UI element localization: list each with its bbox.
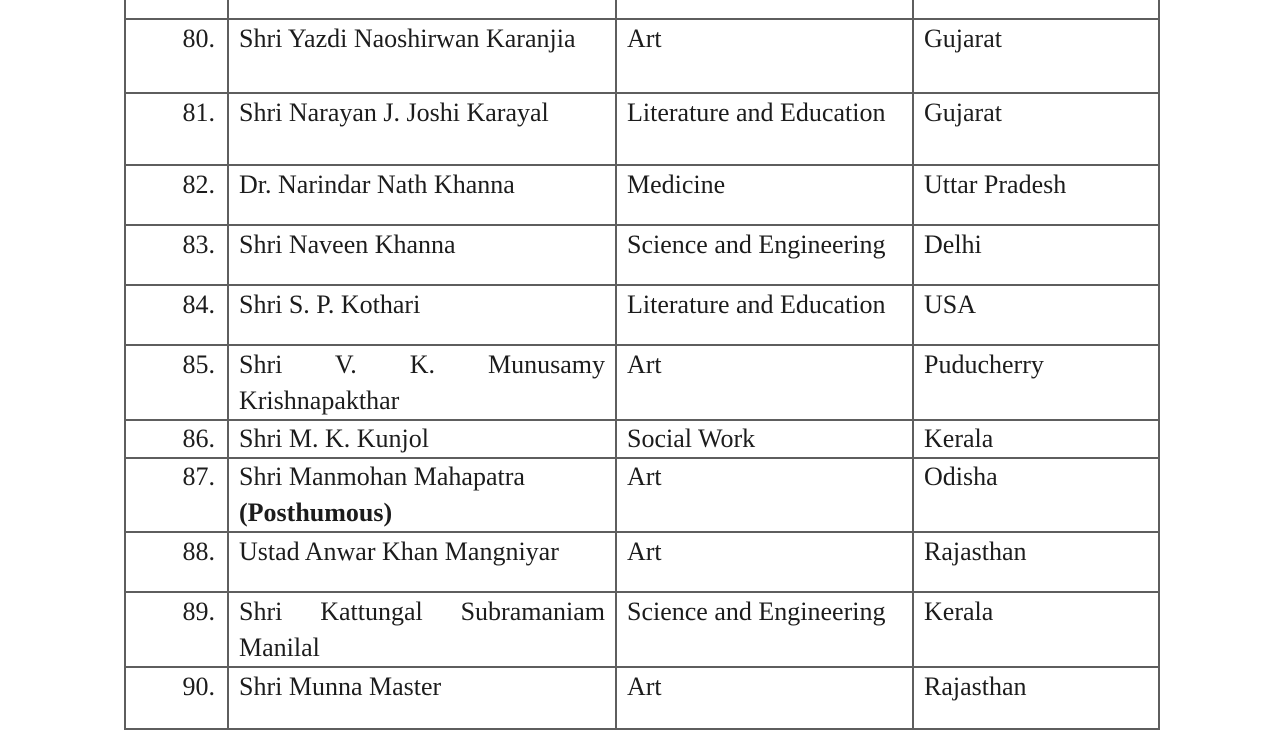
awardee-name: Ustad Anwar Khan Mangniyar (228, 532, 616, 592)
cell-empty (125, 0, 228, 19)
awardee-state: Kerala (913, 420, 1159, 458)
table-row (125, 532, 1159, 592)
table-row (125, 165, 1159, 225)
cell-empty (616, 0, 913, 19)
awardee-state: Gujarat (913, 19, 1159, 93)
table-row (125, 420, 1159, 458)
cell-empty (913, 0, 1159, 19)
awardees-table (124, 0, 1160, 730)
serial-number: 80. (125, 19, 228, 93)
award-field: Medicine (616, 165, 913, 225)
awardee-state: Gujarat (913, 93, 1159, 165)
awardee-name: Shri Kattungal Subramaniam Manilal (228, 592, 616, 667)
awardee-name: Shri Yazdi Naoshirwan Karanjia (228, 19, 616, 93)
awardee-state: Delhi (913, 225, 1159, 285)
serial-number: 90. (125, 667, 228, 729)
serial-number: 82. (125, 165, 228, 225)
awardee-name: Shri M. K. Kunjol (228, 420, 616, 458)
awardee-state: USA (913, 285, 1159, 345)
award-field: Art (616, 345, 913, 420)
awardee-state: Odisha (913, 458, 1159, 532)
awardee-name: Shri Narayan J. Joshi Karayal (228, 93, 616, 165)
table-row (125, 592, 1159, 667)
table-row-previous-fragment (125, 0, 1159, 19)
table-row (125, 667, 1159, 729)
table-row (125, 345, 1159, 420)
awardee-state: Puducherry (913, 345, 1159, 420)
table-row (125, 19, 1159, 93)
award-field: Art (616, 458, 913, 532)
award-field: Art (616, 19, 913, 93)
awardee-name: Shri V. K. Munusamy Krishnapakthar (228, 345, 616, 420)
serial-number: 83. (125, 225, 228, 285)
table-row (125, 93, 1159, 165)
award-field: Literature and Education (616, 93, 913, 165)
awardee-state: Rajasthan (913, 667, 1159, 729)
awardee-name: Shri S. P. Kothari (228, 285, 616, 345)
awardee-name: Shri Manmohan Mahapatra (239, 462, 525, 491)
award-field: Social Work (616, 420, 913, 458)
serial-number: 84. (125, 285, 228, 345)
serial-number: 87. (125, 458, 228, 532)
award-field: Art (616, 532, 913, 592)
serial-number: 86. (125, 420, 228, 458)
awardee-state: Uttar Pradesh (913, 165, 1159, 225)
serial-number: 89. (125, 592, 228, 667)
serial-number: 88. (125, 532, 228, 592)
award-field: Science and Engineering (616, 225, 913, 285)
award-field: Science and Engineering (616, 592, 913, 667)
awardee-name: Dr. Narindar Nath Khanna (228, 165, 616, 225)
awardees-table-container (124, 0, 1158, 730)
serial-number: 85. (125, 345, 228, 420)
table-row (125, 225, 1159, 285)
table-row (125, 458, 1159, 532)
serial-number: 81. (125, 93, 228, 165)
awardee-name: Shri Naveen Khanna (228, 225, 616, 285)
awardee-name: Shri Munna Master (228, 667, 616, 729)
awardee-state: Kerala (913, 592, 1159, 667)
posthumous-note: (Posthumous) (239, 498, 393, 527)
awardee-name-cell (228, 458, 616, 532)
award-field: Literature and Education (616, 285, 913, 345)
awardee-state: Rajasthan (913, 532, 1159, 592)
cell-empty (228, 0, 616, 19)
award-field: Art (616, 667, 913, 729)
table-row (125, 285, 1159, 345)
